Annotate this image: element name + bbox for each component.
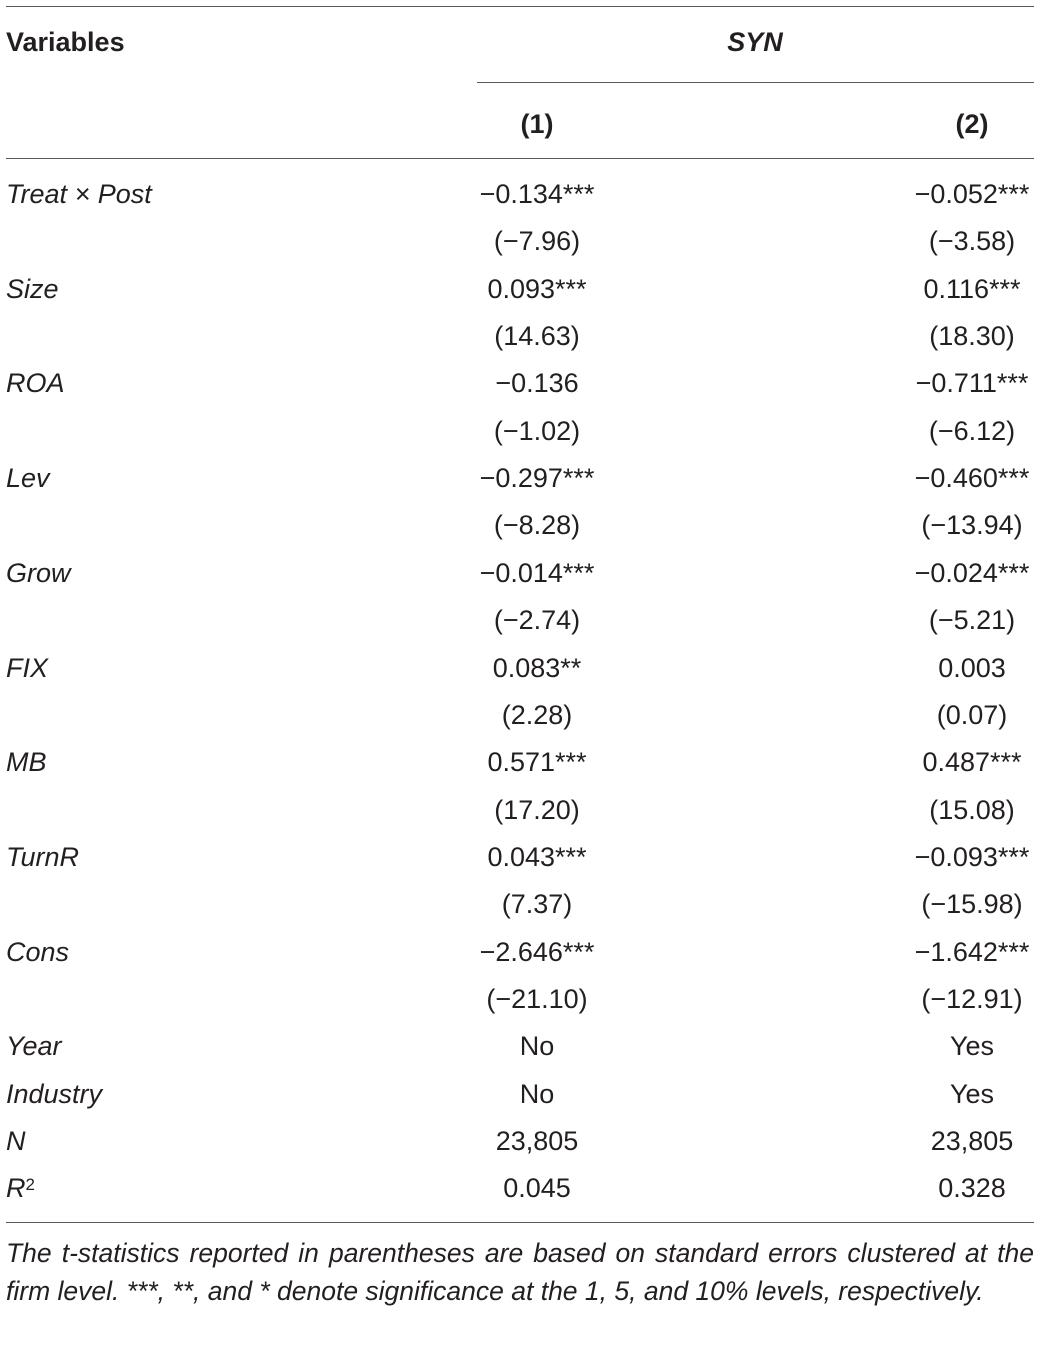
row-col1-value: −0.014*** <box>479 558 595 588</box>
row-col2-value: −1.642*** <box>914 937 1030 967</box>
table-bottom-rule <box>6 1222 1034 1223</box>
row-label: N <box>6 1126 26 1156</box>
row-col1-value: 0.571*** <box>487 747 587 777</box>
row-col2-value: −0.093*** <box>914 842 1030 872</box>
row-label: Industry <box>6 1079 103 1109</box>
row-col2-value: −0.052*** <box>914 179 1030 209</box>
row-col1-value: (14.63) <box>494 321 580 351</box>
row-label: TurnR <box>6 842 80 872</box>
row-col1-value: No <box>519 1079 555 1109</box>
variables-header: Variables <box>6 27 125 57</box>
row-col1-value: (−2.74) <box>493 605 581 635</box>
r-squared-letter: R <box>6 1173 26 1203</box>
row-col2-value: (−15.98) <box>921 889 1023 919</box>
row-col2-value: 23,805 <box>930 1126 1014 1156</box>
row-col1-value: −0.136 <box>495 368 579 398</box>
row-col1-value: (−21.10) <box>486 984 588 1014</box>
row-col1-value: (−8.28) <box>493 510 581 540</box>
row-col2-value: −0.711*** <box>915 368 1029 398</box>
row-col2-value: (0.07) <box>936 700 1008 730</box>
r-squared-label <box>6 1172 35 1204</box>
row-col1-value: 0.043*** <box>487 842 587 872</box>
r-squared-col2: 0.328 <box>938 1173 1006 1203</box>
group-rule <box>477 82 1034 83</box>
row-label: Year <box>6 1031 62 1061</box>
r-squared-col1: 0.045 <box>503 1173 571 1203</box>
column-2-header: (2) <box>955 109 989 139</box>
row-col2-value: (18.30) <box>929 321 1015 351</box>
row-col2-value: 0.487*** <box>922 747 1022 777</box>
table-footnote: The t-statistics reported in parentheses are based on standard errors clustered at the firm level. ***, **, and * denote significance at the 1, 5, and 10% levels, respectively. <box>6 1238 1034 1306</box>
row-label: MB <box>6 747 47 777</box>
row-col2-value: (−5.21) <box>928 605 1016 635</box>
row-col1-value: (7.37) <box>501 889 573 919</box>
row-col2-value: (−6.12) <box>928 416 1016 446</box>
row-col2-value: −0.460*** <box>914 463 1030 493</box>
row-label: FIX <box>6 653 49 683</box>
row-col2-value: Yes <box>949 1079 995 1109</box>
syn-group-header: SYN <box>727 27 783 57</box>
row-col2-value: Yes <box>949 1031 995 1061</box>
row-col2-value: (−13.94) <box>921 510 1023 540</box>
row-col1-value: −0.297*** <box>479 463 595 493</box>
row-col1-value: 0.093*** <box>487 274 587 304</box>
row-col1-value: No <box>519 1031 555 1061</box>
row-col1-value: −2.646*** <box>479 937 595 967</box>
header-bottom-rule <box>6 158 1034 159</box>
r-squared-superscript: 2 <box>25 1175 35 1194</box>
row-col2-value: (−12.91) <box>921 984 1023 1014</box>
row-col2-value: (−3.58) <box>928 226 1016 256</box>
row-col2-value: (15.08) <box>929 795 1015 825</box>
row-label: Lev <box>6 463 50 493</box>
row-col1-value: 0.083** <box>492 653 582 683</box>
row-col2-value: 0.003 <box>938 653 1006 683</box>
row-col1-value: (17.20) <box>494 795 580 825</box>
row-label: Grow <box>6 558 71 588</box>
row-label: ROA <box>6 368 65 398</box>
row-label: Treat × Post <box>6 179 152 209</box>
row-col2-value: −0.024*** <box>914 558 1030 588</box>
column-1-header: (1) <box>520 109 554 139</box>
row-col1-value: (−1.02) <box>493 416 581 446</box>
row-col1-value: (2.28) <box>501 700 573 730</box>
row-col1-value: 23,805 <box>495 1126 579 1156</box>
top-rule <box>6 6 1034 7</box>
row-col1-value: −0.134*** <box>479 179 595 209</box>
row-col1-value: (−7.96) <box>493 226 581 256</box>
row-label: Cons <box>6 937 70 967</box>
row-col2-value: 0.116*** <box>923 274 1021 304</box>
row-label: Size <box>6 274 59 304</box>
